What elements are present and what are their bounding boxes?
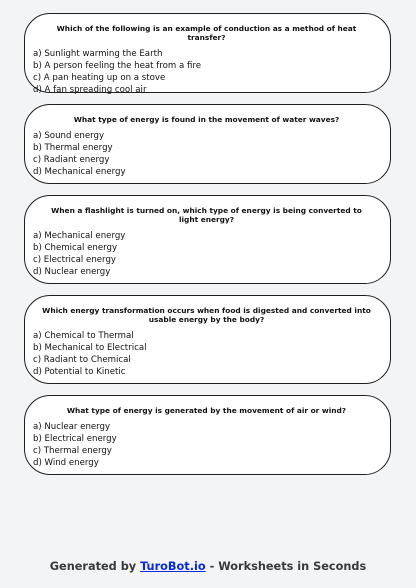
question-text: Which energy transformation occurs when food is digested and converted into usable energy by the body? bbox=[42, 306, 371, 324]
option-a: a) Mechanical energy bbox=[33, 231, 126, 241]
footer-prefix: Generated by bbox=[49, 560, 141, 573]
footer-suffix: - Worksheets in Seconds bbox=[205, 560, 367, 573]
option-c: c) Radiant energy bbox=[33, 155, 110, 165]
question-card-3 bbox=[24, 195, 391, 284]
option-d: d) Nuclear energy bbox=[33, 267, 111, 277]
option-d: d) Mechanical energy bbox=[33, 167, 126, 177]
options-list bbox=[33, 330, 380, 378]
footer bbox=[0, 559, 416, 575]
options-list bbox=[33, 130, 380, 178]
question-card-1 bbox=[24, 13, 391, 93]
option-a: a) Sunlight warming the Earth bbox=[33, 49, 163, 59]
option-a: a) Chemical to Thermal bbox=[33, 331, 134, 341]
options-list bbox=[33, 421, 380, 469]
option-d: d) Wind energy bbox=[33, 458, 99, 468]
option-b: b) A person feeling the heat from a fire bbox=[33, 61, 202, 71]
question-card-4 bbox=[24, 295, 391, 384]
question-text: Which of the following is an example of conduction as a method of heat transfer? bbox=[56, 24, 357, 42]
option-c: c) Thermal energy bbox=[33, 446, 112, 456]
options-list bbox=[33, 48, 380, 96]
option-b: b) Chemical energy bbox=[33, 243, 118, 253]
option-a: a) Sound energy bbox=[33, 131, 105, 141]
option-b: b) Electrical energy bbox=[33, 434, 117, 444]
question-card-2 bbox=[24, 104, 391, 184]
option-b: b) Thermal energy bbox=[33, 143, 113, 153]
option-c: c) A pan heating up on a stove bbox=[33, 73, 166, 83]
options-list bbox=[33, 230, 380, 278]
option-c: c) Electrical energy bbox=[33, 255, 116, 265]
option-d: d) A fan spreading cool air bbox=[33, 85, 147, 95]
question-card-5 bbox=[24, 395, 391, 475]
option-c: c) Radiant to Chemical bbox=[33, 355, 131, 365]
question-text: What type of energy is found in the movement of water waves? bbox=[73, 115, 340, 124]
option-d: d) Potential to Kinetic bbox=[33, 367, 126, 377]
turobot-link[interactable]: TuroBot.io bbox=[140, 560, 206, 573]
question-text: When a flashlight is turned on, which type of energy is being converted to light energy? bbox=[51, 206, 362, 224]
option-a: a) Nuclear energy bbox=[33, 422, 111, 432]
question-text: What type of energy is generated by the movement of air or wind? bbox=[66, 406, 347, 415]
option-b: b) Mechanical to Electrical bbox=[33, 343, 147, 353]
